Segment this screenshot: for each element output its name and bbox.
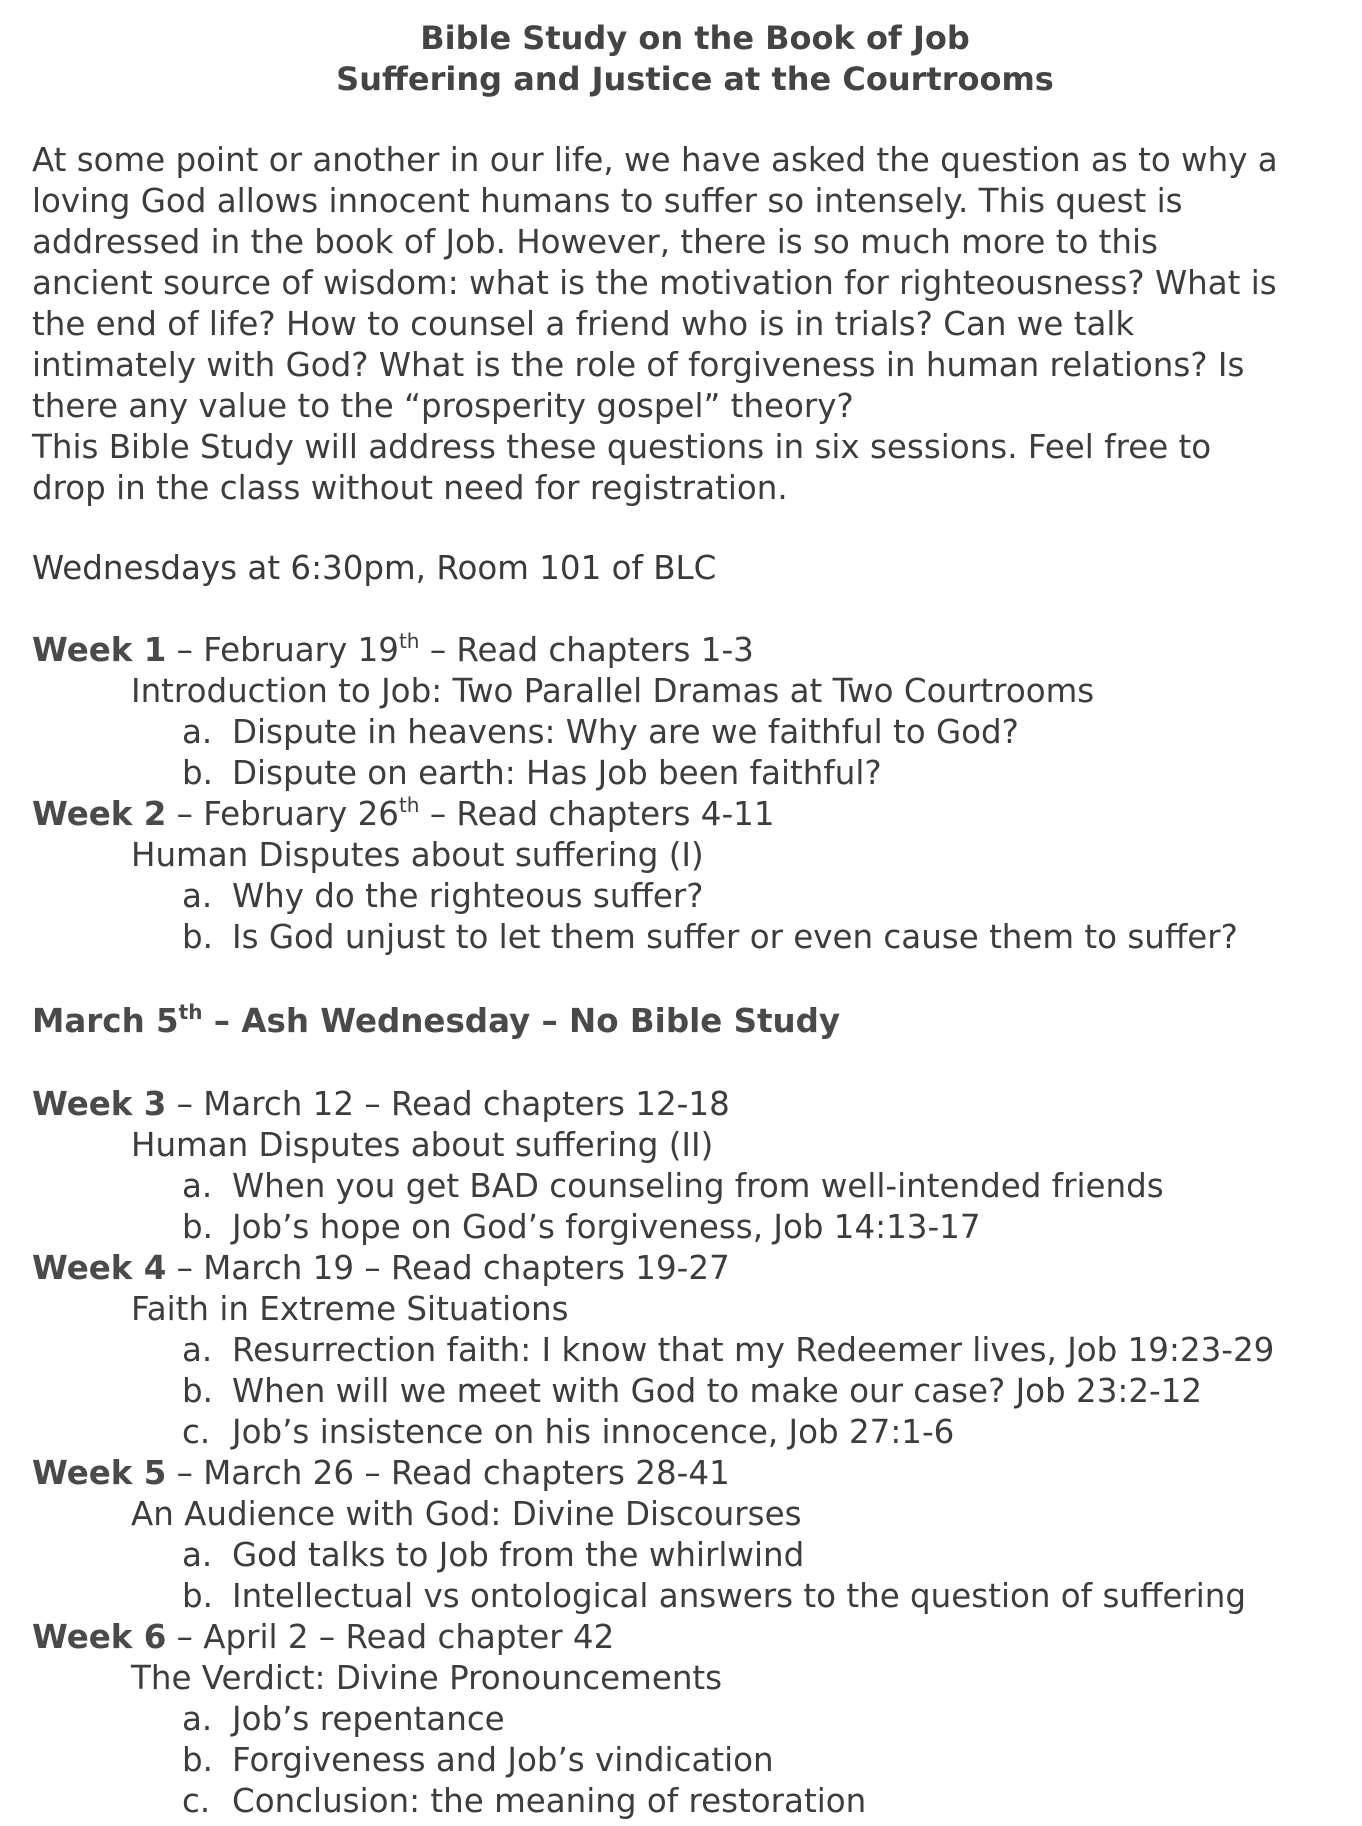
intro-line: there any value to the “prosperity gospel” theory?	[32, 387, 854, 425]
week-date: March 26	[203, 1454, 355, 1492]
week-3-item-a	[182, 1166, 1164, 1207]
week-reading: Read chapter 42	[345, 1618, 615, 1656]
item-marker: b.	[182, 918, 213, 956]
item-marker: b.	[182, 754, 213, 792]
item-text: Dispute on earth: Has Job been faithful?	[232, 754, 882, 792]
intro-line: loving God allows innocent humans to suffer so intensely. This quest is	[32, 182, 1183, 220]
week-label: Week 5	[32, 1454, 167, 1492]
week-reading: Read chapters 19-27	[390, 1249, 730, 1287]
item-text: Job’s insistence on his innocence, Job 27:1-6	[232, 1413, 955, 1451]
item-text: When will we meet with God to make our case? Job 23:2-12	[232, 1372, 1203, 1410]
item-marker: c.	[182, 1413, 211, 1451]
item-text: Forgiveness and Job’s vindication	[232, 1741, 774, 1779]
week-date: February 19	[203, 631, 399, 669]
document-title	[0, 18, 1362, 100]
week-date: April 2	[203, 1618, 309, 1656]
item-marker: a.	[182, 1331, 213, 1369]
week-date: March 19	[203, 1249, 355, 1287]
intro-line: intimately with God? What is the role of forgiveness in human relations? Is	[32, 346, 1245, 384]
date-suffix: th	[398, 629, 420, 653]
week-reading: Read chapters 28-41	[390, 1454, 730, 1492]
week-date: February 26	[203, 795, 399, 833]
week-5-topic: An Audience with God: Divine Discourses	[131, 1495, 802, 1533]
week-5-item-b	[182, 1576, 1246, 1617]
item-text: When you get BAD counseling from well-intended friends	[232, 1167, 1164, 1205]
week-label: Week 4	[32, 1249, 167, 1287]
week-6-topic: The Verdict: Divine Pronouncements	[131, 1659, 723, 1697]
week-reading: Read chapters 4-11	[456, 795, 775, 833]
week-6-heading: Week 6 – April 2 – Read chapter 42	[32, 1618, 615, 1656]
week-4-topic: Faith in Extreme Situations	[131, 1290, 569, 1328]
week-4-item-c	[182, 1412, 954, 1453]
intro-line: addressed in the book of Job. However, there is so much more to this	[32, 223, 1158, 261]
week-1-item-b	[182, 753, 882, 794]
item-text: Job’s repentance	[232, 1700, 505, 1738]
week-1-heading: Week 1 – February 19th – Read chapters 1-3	[32, 629, 754, 669]
notice-date: March 5	[32, 1002, 179, 1040]
week-4-item-b	[182, 1371, 1202, 1412]
item-marker: a.	[182, 1167, 213, 1205]
week-1-topic: Introduction to Job: Two Parallel Dramas at Two Courtrooms	[131, 672, 1095, 710]
item-marker: c.	[182, 1782, 211, 1820]
week-3-item-b	[182, 1207, 981, 1248]
meeting-info: Wednesdays at 6:30pm, Room 101 of BLC	[32, 549, 717, 587]
title-line-1: Bible Study on the Book of Job	[420, 19, 970, 57]
item-marker: b.	[182, 1372, 213, 1410]
week-reading: Read chapters 12-18	[390, 1085, 730, 1123]
item-text: Conclusion: the meaning of restoration	[232, 1782, 867, 1820]
item-marker: b.	[182, 1741, 213, 1779]
week-label: Week 3	[32, 1085, 167, 1123]
date-suffix: th	[178, 1000, 203, 1024]
week-3-topic: Human Disputes about suffering (II)	[131, 1126, 714, 1164]
week-5-heading: Week 5 – March 26 – Read chapters 28-41	[32, 1454, 730, 1492]
item-marker: b.	[182, 1208, 213, 1246]
date-suffix: th	[398, 793, 420, 817]
intro-line: At some point or another in our life, we have asked the question as to why a	[32, 141, 1278, 179]
week-4-item-a	[182, 1330, 1274, 1371]
week-2-topic: Human Disputes about suffering (I)	[131, 836, 704, 874]
week-label: Week 6	[32, 1618, 167, 1656]
intro-line: drop in the class without need for registration.	[32, 469, 788, 507]
week-date: March 12	[203, 1085, 355, 1123]
item-marker: a.	[182, 1700, 213, 1738]
item-text: Job’s hope on God’s forgiveness, Job 14:13-17	[232, 1208, 981, 1246]
intro-paragraph	[32, 140, 1342, 509]
week-5-item-a	[182, 1535, 804, 1576]
week-reading: Read chapters 1-3	[456, 631, 754, 669]
notice-text: – Ash Wednesday – No Bible Study	[202, 1002, 841, 1040]
item-text: Dispute in heavens: Why are we faithful to God?	[232, 713, 1019, 751]
item-text: Is God unjust to let them suffer or even cause them to suffer?	[232, 918, 1238, 956]
week-6-item-a	[182, 1699, 505, 1740]
ash-wednesday-notice	[32, 1001, 840, 1042]
item-marker: a.	[182, 1536, 213, 1574]
week-2-item-b	[182, 917, 1238, 958]
week-label: Week 1	[32, 631, 167, 669]
title-line-2: Suffering and Justice at the Courtrooms	[336, 60, 1054, 98]
week-2-heading: Week 2 – February 26th – Read chapters 4-11	[32, 793, 775, 833]
item-marker: a.	[182, 713, 213, 751]
intro-line: This Bible Study will address these questions in six sessions. Feel free to	[32, 428, 1212, 466]
week-label: Week 2	[32, 795, 167, 833]
item-marker: b.	[182, 1577, 213, 1615]
week-2-item-a	[182, 876, 703, 917]
week-6-item-b	[182, 1740, 774, 1781]
week-6-item-c	[182, 1781, 866, 1822]
item-text: Resurrection faith: I know that my Redeemer lives, Job 19:23-29	[232, 1331, 1275, 1369]
week-3-heading: Week 3 – March 12 – Read chapters 12-18	[32, 1085, 730, 1123]
item-text: Intellectual vs ontological answers to the question of suffering	[232, 1577, 1246, 1615]
intro-line: ancient source of wisdom: what is the motivation for righteousness? What is	[32, 264, 1277, 302]
item-marker: a.	[182, 877, 213, 915]
week-4-heading: Week 4 – March 19 – Read chapters 19-27	[32, 1249, 730, 1287]
week-1-item-a	[182, 712, 1019, 753]
intro-line: the end of life? How to counsel a friend who is in trials? Can we talk	[32, 305, 1135, 343]
item-text: God talks to Job from the whirlwind	[232, 1536, 805, 1574]
item-text: Why do the righteous suffer?	[232, 877, 704, 915]
